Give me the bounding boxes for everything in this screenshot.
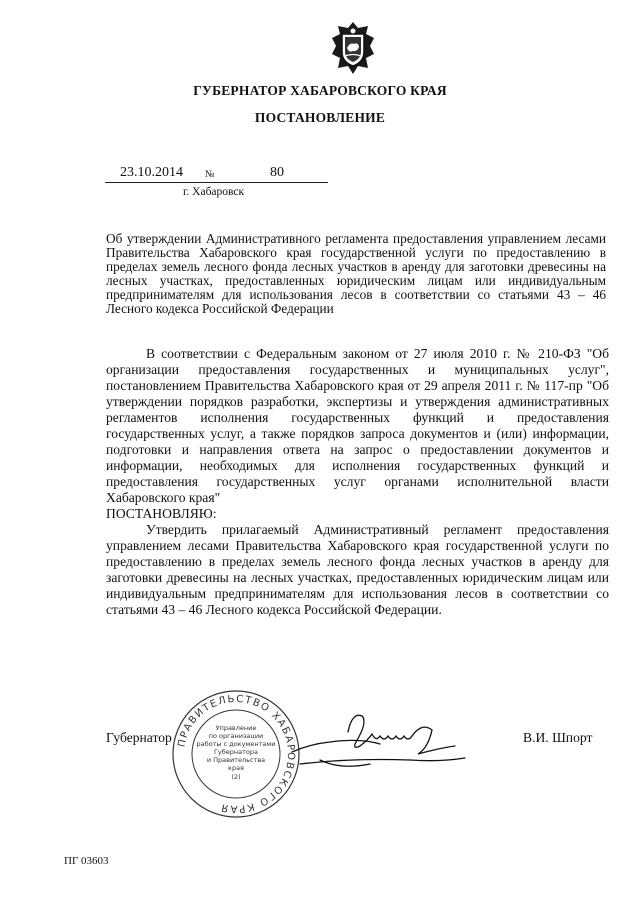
- resolve-heading: ПОСТАНОВЛЯЮ:: [106, 506, 217, 521]
- document-city: г. Хабаровск: [183, 186, 245, 198]
- stamp-line: края: [228, 764, 244, 772]
- handwritten-signature: [290, 702, 470, 774]
- stamp-line: и Правительства: [206, 756, 266, 764]
- stamp-line: (2): [231, 773, 241, 781]
- stamp-ring-text: ПРАВИТЕЛЬСТВО ХАБАРОВСКОГО КРАЯ: [176, 693, 297, 815]
- signatory-name: В.И. Шпорт: [523, 730, 593, 745]
- preamble-paragraph: В соответствии с Федеральным законом от 27 июля 2010 г. № 210-ФЗ "Об организации предоставления государственных и муниципальных услуг", постановлением Правительства Хабаровского края от 29 апреля 2011 г. № 117-пр "Об утверждении порядков разработки, экспертизы и утверждения административных регламентов исполнения государственных функций и предоставления государственных услуг, а также порядков запроса документов и (или) информации, подготовки и направления ответа на запрос о предоставлении документов и информации, необходимых для исполнения государственных функций и предоставления государственных услуг органами исполнительной власти Хабаровского края": [106, 346, 609, 505]
- document-type-heading: ПОСТАНОВЛЕНИЕ: [254, 110, 386, 125]
- authority-heading: ГУБЕРНАТОР ХАБАРОВСКОГО КРАЯ: [193, 83, 447, 98]
- official-stamp: [170, 688, 302, 820]
- footer-code: ПГ 03603: [64, 855, 109, 867]
- document-body: [106, 346, 609, 618]
- stamp-line: Губернатора: [213, 748, 259, 756]
- date-underline: [105, 182, 328, 183]
- coat-of-arms-icon: [328, 20, 378, 76]
- number-sign: №: [205, 169, 215, 180]
- stamp-line: Управление: [215, 724, 257, 732]
- stamp-line: по организации: [208, 732, 264, 740]
- document-date: 23.10.2014: [120, 165, 183, 180]
- signatory-position: Губернатор: [106, 730, 172, 745]
- date-number-row: [105, 163, 335, 185]
- document-number: 80: [270, 165, 284, 180]
- document-title: Об утверждении Административного регламента предоставления управлением лесами Правительства Хабаровского края государственной услуги по предоставлению в пределах земель лесного фонда лесных участков в аренду для заготовки древесины на лесных участках, предоставленных юридическим лицам или индивидуальным предпринимателям для использования лесов в соответствии со статьями 43 – 46 Лесного кодекса Российской Федерации: [106, 231, 606, 316]
- operative-paragraph: Утвердить прилагаемый Административный регламент предоставления управлением лесами Правительства Хабаровского края государственной услуги по предоставлению в пределах земель лесного фонда лесных участков в аренду для заготовки древесины на лесных участках, предоставленных юридическим лицам или индивидуальным предпринимателям для использования лесов в соответствии со статьями 43 – 46 Лесного кодекса Российской Федерации.: [106, 522, 609, 617]
- stamp-line: работы с документами: [196, 740, 276, 748]
